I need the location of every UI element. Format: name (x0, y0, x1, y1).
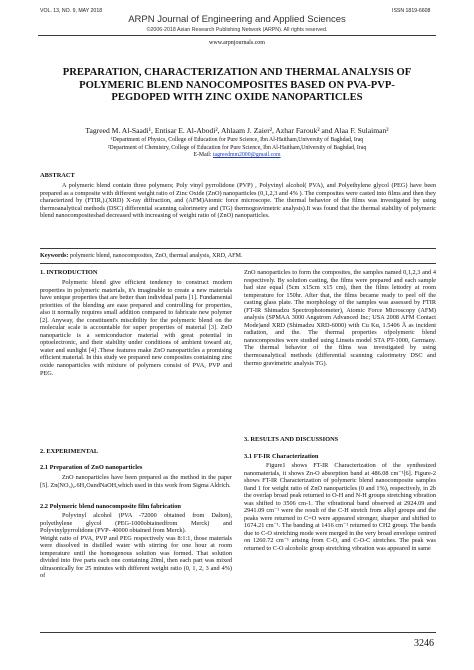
header-rule (38, 35, 436, 36)
ftir-text: Figure1 shows FT-IR Characterization of the synthesized nanomaterials, it shows Zn-O absorption band at 486.08 cm⁻¹[6]. Figure-2 shows FT-IR Characterization of polymeric blend nanocomposite samples 0and 1 for weight ratio of ZnO nanoparticles (0 and 1%), respectively, in 2b the overlap broad peak returned to O-H and N-H groups stretching vibration was shifted to 3506 cm-1. The vibrational band observed at 2924.09 and 2941.09 cm⁻¹ were the result of the C-H stretch from alkyl groups and the peaks were returned to C=O were appeared stronger, sharper and shifted to 1674.21 cm⁻¹. The banding at 1416 cm⁻¹ returned to CH2 group. The bands due to C-O stretching mode were merged in the very broad envelope centred on 1260.72 cm⁻¹ arising from C-O, and C-O-C stretches. The peak was returned to C-O alcoholic group stretching vibration was appeared in same (244, 462, 436, 553)
paper-title (27, 67, 447, 105)
footer-rule (40, 632, 436, 633)
blend-text: Polyvinyl alcohol (PVA -72000 obtained from Dalton), polyethylene glycol (PEG-1000obtainedfrom Merck) and Polyvinylpyrrolidone (PVP- 40000 obtained from Merck). Weight ratio of PVA, PVP and PEG respectively was 8:1:1, those materials were dissolved in distilled water with stirring for one hour at room temperature until the homogenous solution was formed. That solution divided into five parts each one containing 20ml, then each part was mixed ultrasonically for 25 minutes with different weight ratio (0, 1, 2, 3 and 4%) of (40, 512, 232, 580)
email-line (0, 152, 474, 160)
affiliations (0, 137, 474, 160)
zno-prep-heading: 2.1 Preparation of ZnO nanoparticles (40, 464, 143, 471)
author-list: Tagreed M. Al-Saadi¹, Entisar E. Al-Abodi², Ahlaam J. Zaier², Azhar Farouk² and Alaa F. Sulaiman² (85, 126, 389, 135)
abstract-heading: ABSTRACT (40, 172, 75, 179)
keywords (40, 253, 242, 259)
issn: ISSN 1819-6608 (392, 8, 431, 14)
title-line: PREPARATION, CHARACTERIZATION AND THERMAL ANALYSIS OF (62, 67, 412, 78)
affiliation-2: ²Department of Chemistry, College of Education for Pure Science, Ibn Al-Haitham,University of Baghdad, Iraq (107, 144, 367, 151)
abstract-text: A polymeric blend contain three polymers; Poly vinyl pyrrolidone (PVP) , Polyvinyl alcohol( PVA), and Polyethylene glycol (PEG) have been prepared as a composite with different weight ratio of Zinc Oxide (ZnO) nanoparticles (0,1,2,3 and 4% ). The composites were casted into films and then they characterized by (FTIR,).(XRD) X-ray diffraction, and (AFM)Atomic force microscope. The thermal behavior of the films was investigated by using thermoanalytical methods (DSC) differential scanning calorimetry and (TG) thermogravimetric analysis).It was found that the thermal stability of polymeric blend nanocompositeshad decreased with increasing of weight ratio of (ZnO) nanoparticles. (40, 182, 436, 220)
volume-info: VOL. 13, NO. 9, MAY 2018 (40, 8, 103, 14)
experimental-heading: 2. EXPERIMENTAL (40, 448, 99, 455)
abstract-rule (40, 248, 436, 249)
keywords-rule (40, 263, 436, 264)
journal-name: ARPN Journal of Engineering and Applied Sciences (128, 14, 346, 25)
affiliation-1: ¹Department of Physics, College of Education for Pure Science, Ibn Al-Haitham,University of Baghdad, Iraq (110, 137, 364, 143)
title-line: POLYMERIC BLEND NANOCOMPOSITES BASED ON PVA-PVP- (79, 79, 395, 91)
intro-heading: 1. INTRODUCTION (40, 269, 98, 276)
results-heading: 3. RESULTS AND DISCUSSIONS (244, 436, 339, 443)
email-label: E-Mail: (193, 152, 213, 159)
keywords-text: polymeric blend, nanocomposites, ZnO, thermal analysis, XRD, AFM. (68, 253, 243, 259)
ftir-heading: 3.1 FT-IR Characterization (244, 453, 319, 460)
zno-prep-text: ZnO nanoparticles have been prepared as the method in the paper [5]. Zn(NO₃)₂.6H₂OandNaOH,which used in this work from Sigma Aldrich. (40, 474, 232, 489)
blend-heading: 2.2 Polymeric blend nanocomposite film fabrication (40, 503, 181, 510)
title-line: PEGDOPED WITH ZINC OXIDE NANOPARTICLES (111, 92, 363, 103)
page-number: 3246 (414, 638, 434, 649)
method-continued-text: ZnO nanoparticles to form the composites, the samples named 0,1,2,3 and 4 respectively. By solution casting, the films were prepared and each sample had size equal (5cm x15cm x15 cm), then the films lettodry at room temperature for 150hr. After that, the films became ready to peel off the casting glass plate. The morphology of the samples was assessed by FTIR (FT-IR Shimadzu Spectrophotometer), Atomic Force Microscopy (AFM) analysis (SPMAA 3000 Angstrom Advanced Inc; USA 2008 AFM Contact Mode)and XRD (Shimadzu XRD-6000) with Cu Kα, 1.5406 Å as incident radiation, and the. The thermal properties ofpolymeric blend nanocomposites were studied using Linseis model STA PT-1000, Germany. The thermal behavior of the films was investigated by using thermoanalytical methods (differential scanning calorimetry DSC and thermo gravimetric analysis TG). (244, 269, 436, 367)
intro-text: Polymeric blend give efficient tendency to construct modern properties in polymeric materials, it's imaginable to create a new materials have unique properties that are better than individual parts [1]. Fundamental priorities of the blending are ease prepared and controlling for properties, also it normally requires small addition compared to fabricate new polymer [2]. Anyway, the constituent's miscibility for the polymeric blend on the molecular scale is accountable for super properties of material [3]. ZnO nanoparticle is a semiconductor material with great potential in optoelectronic, and their stability under conditions of ambient toward air, water and sunlight [4] .These features make ZnO nanoparticles a promising efficient material. In this study we prepared new composites containing zinc oxide nanoparticles with mixture of polymers consist of PVA, PVP and PEG. (40, 279, 232, 377)
copyright-notice: ©2006-2018 Asian Research Publishing Network (ARPN). All rights reserved. (146, 27, 328, 33)
journal-url[interactable]: www.arpnjournals.com (209, 40, 265, 46)
email-link[interactable]: tagreedmm2000@gmail.com (212, 152, 281, 159)
keywords-label: Keywords: (40, 253, 69, 259)
